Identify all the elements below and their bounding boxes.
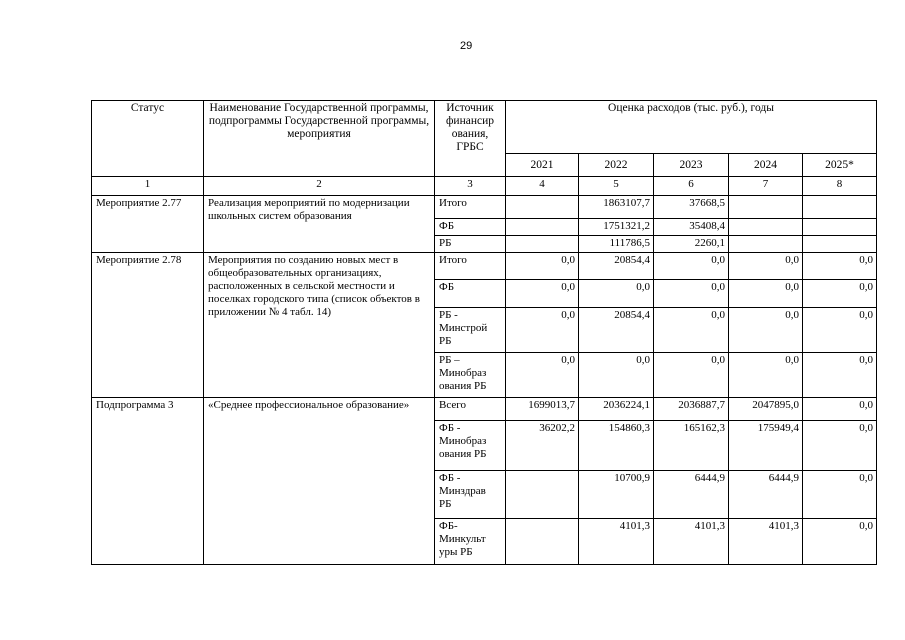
header-name: Наименование Государственной программы, подпрограммы Государственной программы, мероприятия <box>204 101 435 177</box>
column-number-row <box>92 177 877 196</box>
header-year: 2021 <box>506 154 579 177</box>
value-cell: 37668,5 <box>654 196 729 219</box>
value-cell: 2036887,7 <box>654 398 729 421</box>
row-name: Реализация мероприятий по модернизации школьных систем образования <box>204 196 435 253</box>
value-cell <box>803 236 877 253</box>
row-source: ФБ <box>435 280 506 308</box>
value-cell: 0,0 <box>803 398 877 421</box>
value-cell: 165162,3 <box>654 421 729 471</box>
value-cell: 0,0 <box>803 280 877 308</box>
value-cell: 1863107,7 <box>579 196 654 219</box>
value-cell: 20854,4 <box>579 253 654 280</box>
value-cell <box>506 519 579 565</box>
header-year: 2024 <box>729 154 803 177</box>
value-cell: 0,0 <box>803 353 877 398</box>
header-year: 2022 <box>579 154 654 177</box>
value-cell <box>506 196 579 219</box>
table-row <box>92 398 877 421</box>
budget-table <box>91 100 877 565</box>
value-cell: 0,0 <box>506 253 579 280</box>
column-number: 3 <box>435 177 506 196</box>
value-cell <box>803 196 877 219</box>
value-cell: 6444,9 <box>654 471 729 519</box>
row-status: Мероприятие 2.77 <box>92 196 204 253</box>
column-number: 4 <box>506 177 579 196</box>
value-cell: 4101,3 <box>579 519 654 565</box>
row-source: РБ – Минобраз ования РБ <box>435 353 506 398</box>
row-source: Всего <box>435 398 506 421</box>
row-source: ФБ - Минобраз ования РБ <box>435 421 506 471</box>
value-cell <box>729 236 803 253</box>
row-name: «Среднее профессиональное образование» <box>204 398 435 565</box>
value-cell: 0,0 <box>803 519 877 565</box>
value-cell: 0,0 <box>506 308 579 353</box>
column-number: 6 <box>654 177 729 196</box>
row-source: РБ - Минстрой РБ <box>435 308 506 353</box>
value-cell: 4101,3 <box>729 519 803 565</box>
column-number: 5 <box>579 177 654 196</box>
value-cell <box>506 236 579 253</box>
page-number: 29 <box>460 40 473 52</box>
value-cell: 36202,2 <box>506 421 579 471</box>
value-cell: 111786,5 <box>579 236 654 253</box>
value-cell <box>729 219 803 236</box>
value-cell: 0,0 <box>654 353 729 398</box>
value-cell <box>506 471 579 519</box>
column-number: 8 <box>803 177 877 196</box>
value-cell: 0,0 <box>654 253 729 280</box>
value-cell: 35408,4 <box>654 219 729 236</box>
value-cell: 2047895,0 <box>729 398 803 421</box>
value-cell: 0,0 <box>729 353 803 398</box>
header-source: Источник финансир ования, ГРБС <box>435 101 506 177</box>
value-cell: 2036224,1 <box>579 398 654 421</box>
header-year: 2025* <box>803 154 877 177</box>
row-source: РБ <box>435 236 506 253</box>
row-source: Итого <box>435 196 506 219</box>
value-cell: 0,0 <box>803 471 877 519</box>
value-cell: 0,0 <box>803 421 877 471</box>
row-name: Мероприятия по созданию новых мест в общеобразовательных организациях, расположенных в сельской местности и поселках городского типа (список объектов в приложении № 4 табл. 14) <box>204 253 435 398</box>
value-cell: 10700,9 <box>579 471 654 519</box>
value-cell: 0,0 <box>729 280 803 308</box>
column-number: 1 <box>92 177 204 196</box>
value-cell: 0,0 <box>506 280 579 308</box>
value-cell: 0,0 <box>654 280 729 308</box>
row-source: ФБ- Минкульт уры РБ <box>435 519 506 565</box>
column-number: 2 <box>204 177 435 196</box>
value-cell <box>803 219 877 236</box>
value-cell: 0,0 <box>803 253 877 280</box>
value-cell <box>729 196 803 219</box>
value-cell <box>506 219 579 236</box>
value-cell: 0,0 <box>506 353 579 398</box>
header-estimate: Оценка расходов (тыс. руб.), годы <box>506 101 877 154</box>
row-source: Итого <box>435 253 506 280</box>
value-cell: 6444,9 <box>729 471 803 519</box>
value-cell: 0,0 <box>579 353 654 398</box>
value-cell: 0,0 <box>729 253 803 280</box>
row-source: ФБ <box>435 219 506 236</box>
value-cell: 0,0 <box>729 308 803 353</box>
value-cell: 1699013,7 <box>506 398 579 421</box>
value-cell: 4101,3 <box>654 519 729 565</box>
value-cell: 1751321,2 <box>579 219 654 236</box>
value-cell: 0,0 <box>654 308 729 353</box>
value-cell: 0,0 <box>803 308 877 353</box>
value-cell: 154860,3 <box>579 421 654 471</box>
row-status: Мероприятие 2.78 <box>92 253 204 398</box>
header-status: Статус <box>92 101 204 177</box>
value-cell: 175949,4 <box>729 421 803 471</box>
table-row <box>92 253 877 280</box>
value-cell: 20854,4 <box>579 308 654 353</box>
value-cell: 0,0 <box>579 280 654 308</box>
header-year: 2023 <box>654 154 729 177</box>
row-status: Подпрограмма 3 <box>92 398 204 565</box>
value-cell: 2260,1 <box>654 236 729 253</box>
column-number: 7 <box>729 177 803 196</box>
row-source: ФБ - Минздрав РБ <box>435 471 506 519</box>
table-row <box>92 196 877 219</box>
